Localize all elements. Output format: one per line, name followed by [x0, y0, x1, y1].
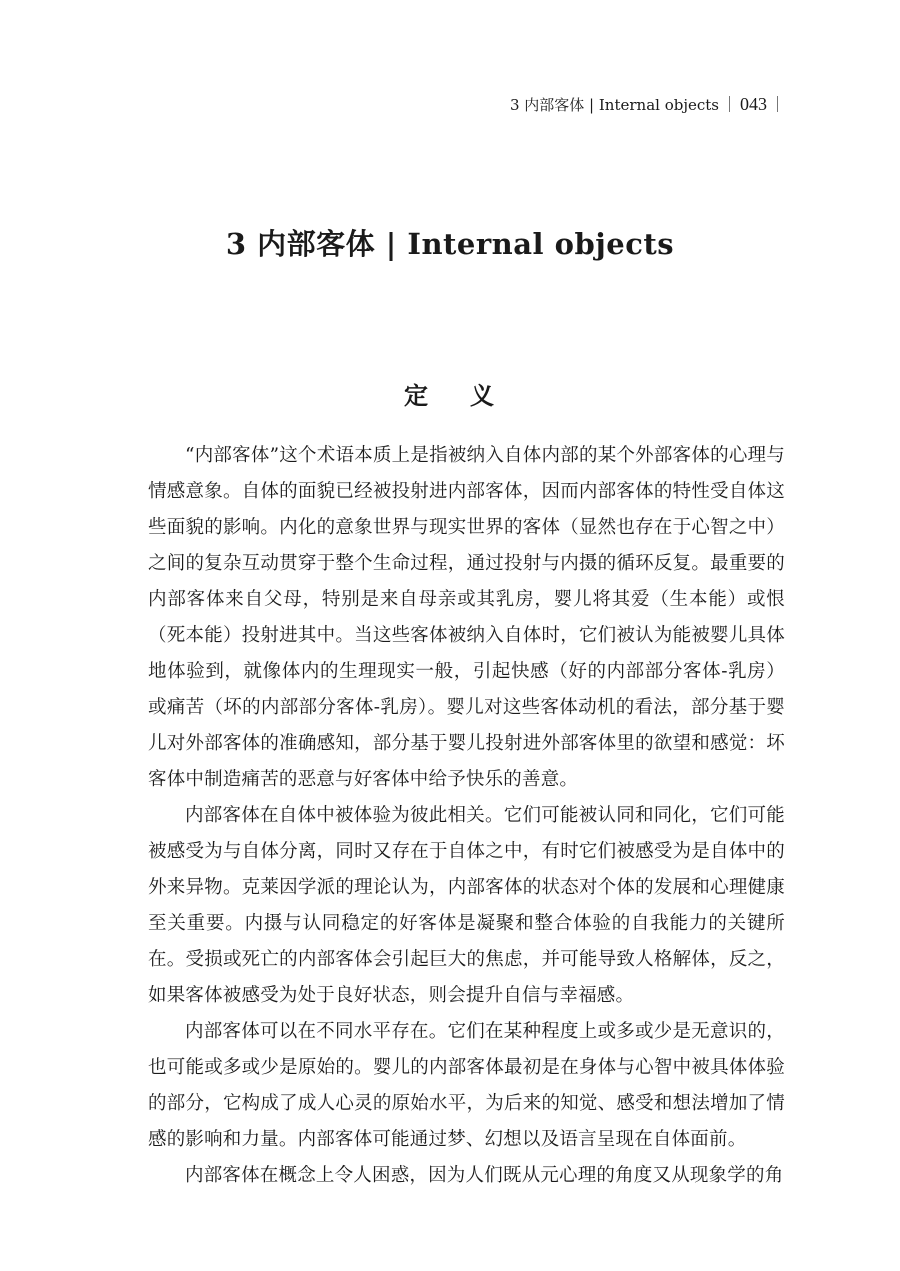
- section-heading: [0, 376, 900, 411]
- section-heading-char-2: 义: [470, 381, 496, 410]
- paragraph-1: “内部客体”这个术语本质上是指被纳入自体内部的某个外部客体的心理与情感意象。自体的面貌已经被投射进内部客体，因而内部客体的特性受自体这些面貌的影响。内化的意象世界与现实世界的客体（显然也存在于心智之中）之间的复杂互动贯穿于整个生命过程，通过投射与内摄的循环反复。最重要的内部客体来自父母，特别是来自母亲或其乳房，婴儿将其爱（生本能）或恨（死本能）投射进其中。当这些客体被纳入自体时，它们被认为能被婴儿具体地体验到，就像体内的生理现实一般，引起快感（好的内部部分客体-乳房）或痛苦（坏的内部部分客体-乳房）。婴儿对这些客体动机的看法，部分基于婴儿对外部客体的准确感知，部分基于婴儿投射进外部客体里的欲望和感觉：坏客体中制造痛苦的恶意与好客体中给予快乐的善意。: [148, 445, 785, 790]
- body-text: [148, 438, 785, 1194]
- page-number: 043: [740, 93, 767, 114]
- running-header: [510, 92, 788, 116]
- section-heading-char-1: 定: [404, 381, 430, 410]
- paragraph-3: 内部客体可以在不同水平存在。它们在某种程度上或多或少是无意识的，也可能或多或少是原始的。婴儿的内部客体最初是在身体与心智中被具体体验的部分，它构成了成人心灵的原始水平，为后来的知觉、感受和想法增加了情感的影响和力量。内部客体可能通过梦、幻想以及语言呈现在自体面前。: [148, 1021, 785, 1150]
- running-title: 3 内部客体 | Internal objects: [509, 95, 719, 114]
- header-divider-right: [777, 96, 778, 112]
- header-divider-left: [729, 96, 730, 112]
- chapter-title: 3 内部客体 | Internal objects: [225, 227, 675, 261]
- paragraph-4: 内部客体在概念上令人困惑，因为人们既从元心理的角度又从现象学的角: [185, 1165, 784, 1186]
- paragraph-2: 内部客体在自体中被体验为彼此相关。它们可能被认同和同化，它们可能被感受为与自体分离，同时又存在于自体之中，有时它们被感受为是自体中的外来异物。克莱因学派的理论认为，内部客体的状态对个体的发展和心理健康至关重要。内摄与认同稳定的好客体是凝聚和整合体验的自我能力的关键所在。受损或死亡的内部客体会引起巨大的焦虑，并可能导致人格解体，反之，如果客体被感受为处于良好状态，则会提升自信与幸福感。: [148, 805, 785, 1006]
